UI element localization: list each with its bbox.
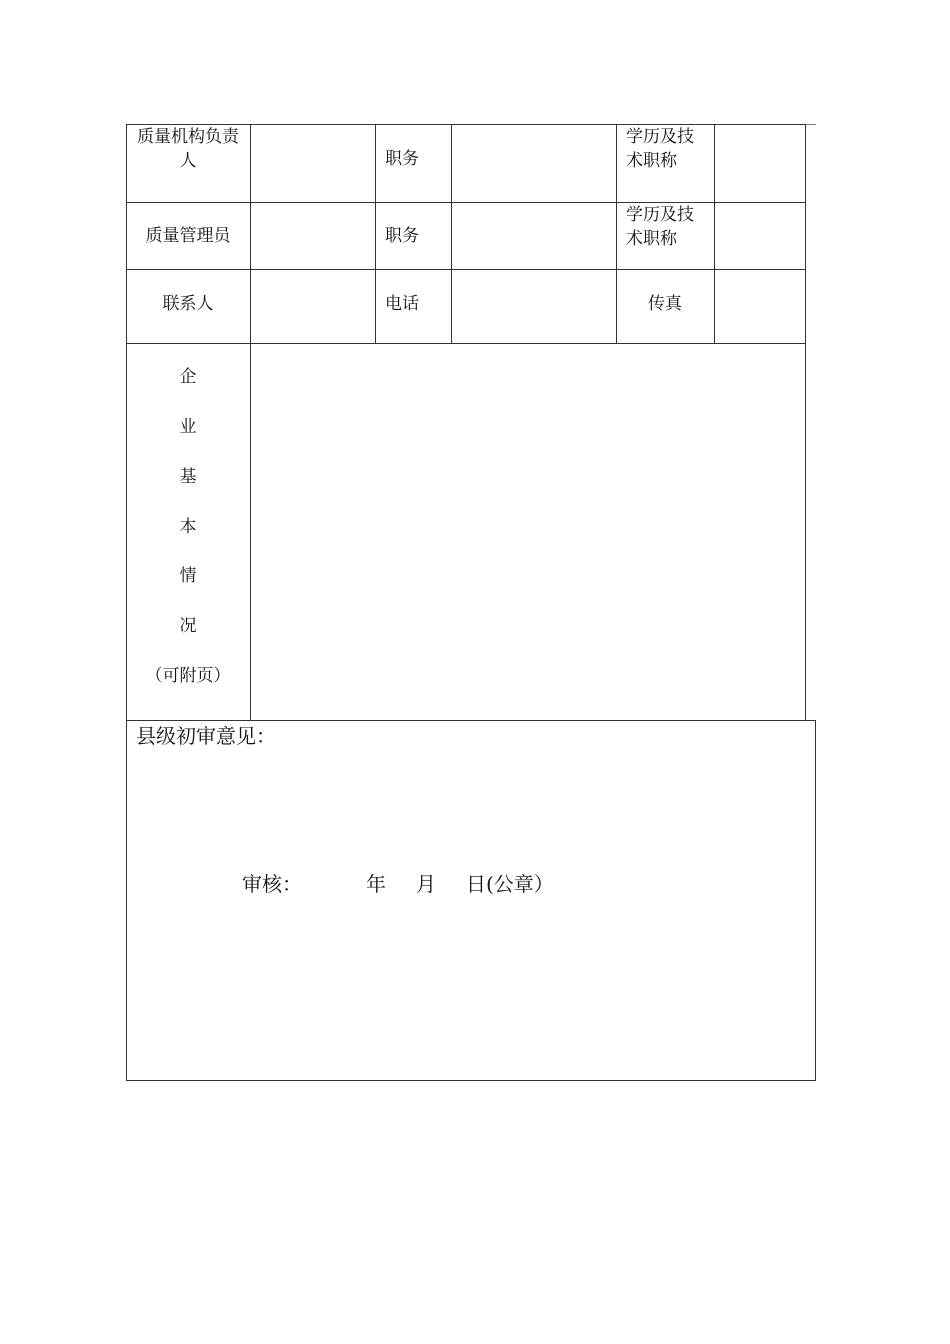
year-label: 年 [366,872,386,896]
quality-manager-position-label: 职务 [385,226,419,246]
fax-field[interactable] [715,270,805,343]
quality-manager-edu-label: 学历及技术职称 [626,205,694,249]
day-seal-label: 日(公章） [466,872,554,896]
basic-info-char: 本 [179,517,197,537]
basic-info-char: 基 [179,467,197,487]
basic-info-char: 业 [179,417,197,437]
attachment-note: （可附页） [145,666,231,686]
county-review-field[interactable] [127,750,815,1080]
county-review-title: 县级初审意见： [136,724,276,748]
basic-info-char: 企 [179,367,197,387]
contact-person-field[interactable] [251,270,375,343]
contact-person-label: 联系人 [162,294,214,314]
quality-manager-label: 质量管理员 [145,226,231,246]
quality-head-position-field[interactable] [452,125,616,202]
quality-manager-position-field[interactable] [452,203,616,269]
phone-label: 电话 [385,294,419,314]
basic-info-char: 情 [179,566,197,586]
quality-head-edu-field[interactable] [715,125,805,202]
month-label: 月 [416,872,436,896]
phone-field[interactable] [452,270,616,343]
quality-head-label: 质量机构负责人 [137,127,239,171]
basic-info-field[interactable] [251,344,805,720]
quality-head-position-label: 职务 [385,149,419,169]
quality-manager-edu-field[interactable] [715,203,805,269]
quality-head-name-field[interactable] [251,125,375,202]
audit-label: 审核： [242,872,302,896]
fax-label: 传真 [648,294,682,314]
quality-manager-name-field[interactable] [251,203,375,269]
quality-head-edu-label: 学历及技术职称 [626,127,694,171]
basic-info-char: 况 [179,616,197,636]
